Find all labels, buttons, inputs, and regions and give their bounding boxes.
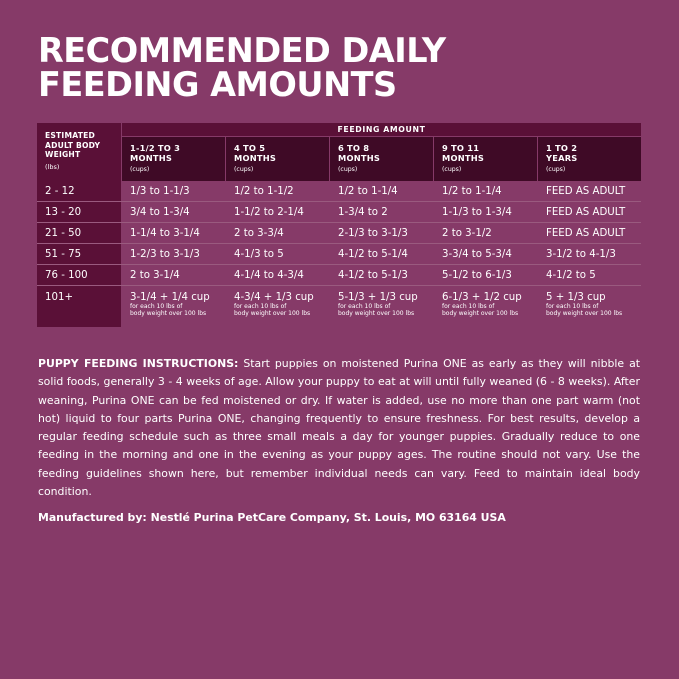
table-cell: 2-1/3 to 3-1/3 (338, 227, 408, 239)
feeding-amount-header: FEEDING AMOUNT (122, 123, 641, 136)
table-row (37, 202, 641, 222)
column-header-5-line-1: 1 TO 2 (546, 143, 578, 153)
cell-amount: 3-1/4 + 1/4 cup (130, 292, 210, 303)
manufacturer-line: Manufactured by: Nestlé Purina PetCare Company, St. Louis, MO 63164 USA (38, 511, 506, 524)
title-line-1: RECOMMENDED DAILY (38, 31, 446, 70)
table-cell: 3-1/2 to 4-1/3 (546, 248, 616, 260)
table-cell: 2 to 3-1/4 (130, 269, 180, 281)
cell-note-line-2: body weight over 100 lbs (546, 310, 623, 317)
table-row (37, 181, 641, 201)
instructions-text: Start puppies on moistened Purina ONE as early as they will nibble at solid foods, generally 3 - 4 weeks of age. Allow your puppy to eat at will until fully weaned (6 - 8 weeks). After weaning, Purina ONE can be fed moistened or dry. If water is added, use no more than one part warm (not hot) liquid to four parts Purina ONE, changing frequently to ensure freshness. For best results, develop a regular feeding schedule such as three small meals a day for younger puppies. Gradually reduce to one feeding in the morning and one in the evening as your puppy ages. The routine should not vary. Use the feeding guidelines shown here, but remember individual needs can vary. Feed to maintain ideal body condition. (38, 357, 641, 499)
column-header-3 (330, 137, 433, 181)
cell-amount: 5-1/3 + 1/3 cup (338, 292, 418, 303)
weight-cell: 76 - 100 (37, 265, 121, 285)
weight-cell: 2 - 12 (37, 181, 121, 201)
table-cell: 4-1/3 to 5 (234, 248, 284, 260)
cell-note-line-1: for each 10 lbs of (442, 303, 495, 310)
column-header-1 (122, 137, 225, 181)
table-cell: 1-1/4 to 3-1/4 (130, 227, 200, 239)
table-cell: 1-2/3 to 3-1/3 (130, 248, 200, 260)
weight-header-line-3: WEIGHT (45, 150, 81, 159)
cell-amount: 5 + 1/3 cup (546, 292, 606, 303)
cell-note-line-2: body weight over 100 lbs (234, 310, 311, 317)
table-cell: 1-1/3 to 1-3/4 (442, 206, 512, 218)
instructions-label: PUPPY FEEDING INSTRUCTIONS: (38, 357, 239, 370)
weight-cell: 13 - 20 (37, 202, 121, 222)
column-header-1-line-2: MONTHS (130, 153, 173, 163)
column-header-3-unit: (cups) (338, 166, 358, 173)
column-header-4-line-1: 9 TO 11 (442, 143, 480, 153)
table-cell: 4-1/2 to 5 (546, 269, 596, 281)
table-cell (434, 286, 537, 327)
table-cell: 1/3 to 1-1/3 (130, 185, 190, 197)
cell-note-line-1: for each 10 lbs of (130, 303, 183, 310)
table-cell: 3/4 to 1-3/4 (130, 206, 190, 218)
table-cell (226, 286, 329, 327)
page-title (38, 31, 638, 104)
table-cell: FEED AS ADULT (546, 206, 626, 218)
table-cell: 1-3/4 to 2 (338, 206, 388, 218)
column-header-2 (226, 137, 329, 181)
table-row (37, 265, 641, 285)
table-cell: 4-1/2 to 5-1/3 (338, 269, 408, 281)
table-cell: 2 to 3-3/4 (234, 227, 284, 239)
weight-cell: 21 - 50 (37, 223, 121, 243)
column-header-2-line-1: 4 TO 5 (234, 143, 266, 153)
column-header-1-line-1: 1-1/2 TO 3 (130, 143, 181, 153)
cell-amount: 4-3/4 + 1/3 cup (234, 292, 314, 303)
cell-note-line-2: body weight over 100 lbs (130, 310, 207, 317)
column-header-5-unit: (cups) (546, 166, 566, 173)
column-header-3-line-2: MONTHS (338, 153, 381, 163)
weight-cell: 51 - 75 (37, 244, 121, 264)
weight-header-cell (37, 123, 121, 181)
cell-note-line-1: for each 10 lbs of (546, 303, 599, 310)
cell-note-line-1: for each 10 lbs of (338, 303, 391, 310)
column-header-4-line-2: MONTHS (442, 153, 485, 163)
column-header-2-unit: (cups) (234, 166, 254, 173)
cell-amount: 6-1/3 + 1/2 cup (442, 292, 522, 303)
table-cell: 1-1/2 to 2-1/4 (234, 206, 304, 218)
column-header-4 (434, 137, 537, 181)
cell-note-line-1: for each 10 lbs of (234, 303, 287, 310)
table-cell: FEED AS ADULT (546, 227, 626, 239)
table-row (37, 244, 641, 264)
column-header-2-line-2: MONTHS (234, 153, 277, 163)
column-header-3-line-1: 6 TO 8 (338, 143, 370, 153)
table-row (37, 223, 641, 243)
weight-header-line-1: ESTIMATED (45, 131, 95, 140)
table-cell (538, 286, 641, 327)
table-cell: 1/2 to 1-1/4 (442, 185, 502, 197)
table-cell: 4-1/2 to 5-1/4 (338, 248, 408, 260)
table-cell: 4-1/4 to 4-3/4 (234, 269, 304, 281)
weight-unit: (lbs) (45, 162, 60, 171)
puppy-feeding-instructions (38, 355, 640, 501)
table-cell: 3-3/4 to 5-3/4 (442, 248, 512, 260)
table-cell: 2 to 3-1/2 (442, 227, 492, 239)
title-line-2: FEEDING AMOUNTS (38, 65, 397, 104)
feeding-table (37, 123, 641, 327)
column-header-5-line-2: YEARS (546, 153, 578, 163)
table-cell: 1/2 to 1-1/2 (234, 185, 294, 197)
table-row (37, 286, 641, 327)
table-cell: 5-1/2 to 6-1/3 (442, 269, 512, 281)
column-header-1-unit: (cups) (130, 166, 150, 173)
table-cell (122, 286, 225, 327)
weight-header-line-2: ADULT BODY (45, 140, 101, 150)
table-cell: FEED AS ADULT (546, 185, 626, 197)
cell-note-line-2: body weight over 100 lbs (338, 310, 415, 317)
weight-cell: 101+ (37, 286, 121, 327)
column-header-5 (538, 137, 641, 181)
table-cell: 1/2 to 1-1/4 (338, 185, 398, 197)
column-header-4-unit: (cups) (442, 166, 462, 173)
cell-note-line-2: body weight over 100 lbs (442, 310, 519, 317)
table-cell (330, 286, 433, 327)
